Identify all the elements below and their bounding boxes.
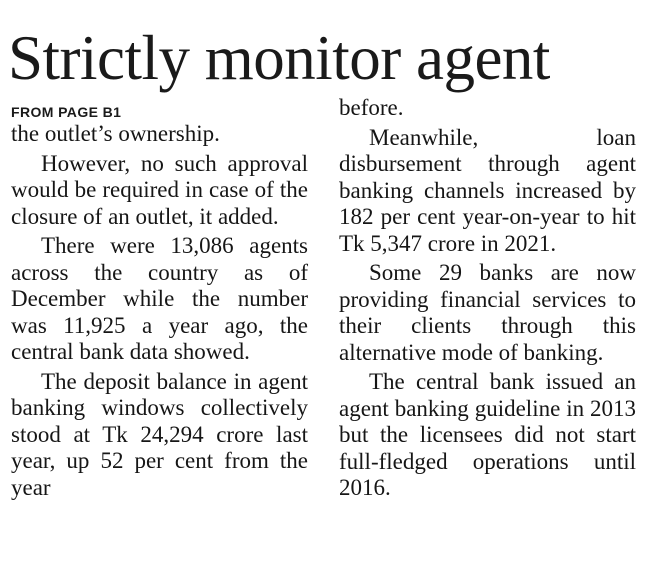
- paragraph: The deposit balance in agent banking windows collectively stood at Tk 24,294 crore last year, up 52 per cent from the year: [11, 368, 308, 500]
- paragraph: However, no such approval would be required in case of the closure of an outlet, it added.: [11, 150, 308, 229]
- article-headline: Strictly monitor agent: [8, 23, 550, 93]
- jump-line: FROM PAGE B1: [11, 104, 122, 120]
- paragraph-continuation: the outlet’s ownership.: [11, 121, 220, 146]
- paragraph: The central bank issued an agent banking guideline in 2013 but the licensees did not start full-fledged operations until 2016.: [339, 369, 636, 500]
- paragraph: There were 13,086 agents across the country as of December while the number was 11,925 a year ago, the central bank data showed.: [11, 233, 308, 364]
- paragraph-continuation: before.: [339, 95, 404, 120]
- article-column-right: [339, 95, 636, 505]
- article-column-left: [11, 103, 308, 504]
- paragraph: Meanwhile, loan disbursement through agent banking channels increased by 182 per cent year-on-year to hit Tk 5,347 crore in 2021.: [339, 124, 636, 256]
- paragraph: Some 29 banks are now providing financial services to their clients through this alternative mode of banking.: [339, 260, 636, 365]
